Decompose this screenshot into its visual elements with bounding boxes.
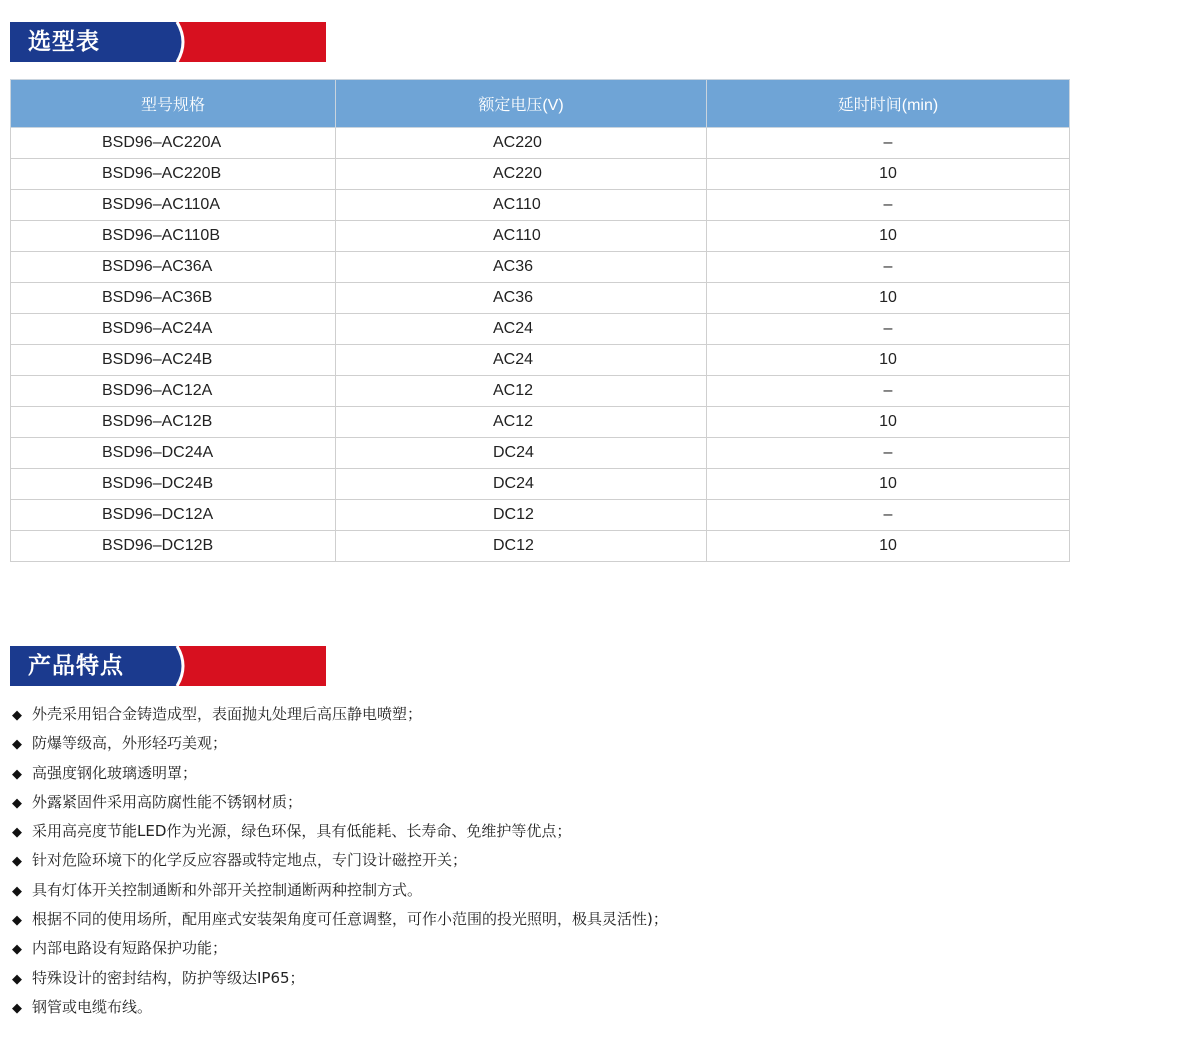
cell-delay: 10: [707, 531, 1070, 562]
cell-delay: 10: [707, 221, 1070, 252]
table-row: [11, 283, 1070, 314]
feature-text: 特殊设计的密封结构，防护等级达IP65；: [32, 968, 305, 987]
diamond-bullet-icon: ◆: [12, 737, 22, 753]
table-row: [11, 500, 1070, 531]
cell-model: BSD96–DC24A: [11, 438, 336, 469]
cell-delay: –: [707, 500, 1070, 531]
feature-text: 防爆等级高，外形轻巧美观；: [32, 734, 228, 753]
table-row: [11, 469, 1070, 500]
cell-voltage: AC24: [336, 314, 707, 345]
list-item: [12, 817, 668, 846]
cell-voltage: AC220: [336, 159, 707, 190]
list-item: [12, 700, 668, 729]
cell-voltage: AC36: [336, 252, 707, 283]
cell-model: BSD96–AC110A: [11, 190, 336, 221]
cell-voltage: AC110: [336, 190, 707, 221]
cell-delay: 10: [707, 407, 1070, 438]
cell-voltage: DC24: [336, 469, 707, 500]
feature-text: 钢管或电缆布线。: [32, 997, 153, 1016]
diamond-bullet-icon: ◆: [12, 795, 22, 811]
table-body: [11, 128, 1070, 562]
diamond-bullet-icon: ◆: [12, 971, 22, 987]
cell-voltage: DC24: [336, 438, 707, 469]
list-item: [12, 964, 668, 993]
cell-delay: 10: [707, 283, 1070, 314]
diamond-bullet-icon: ◆: [12, 766, 22, 782]
list-item: [12, 759, 668, 788]
cell-model: BSD96–AC220A: [11, 128, 336, 159]
cell-delay: 10: [707, 345, 1070, 376]
cell-voltage: AC12: [336, 376, 707, 407]
list-item: [12, 729, 668, 758]
feature-list: [12, 700, 668, 1022]
diamond-bullet-icon: ◆: [12, 913, 22, 929]
list-item: [12, 788, 668, 817]
column-header-voltage: 额定电压(V): [336, 80, 707, 128]
cell-delay: 10: [707, 469, 1070, 500]
cell-model: BSD96–AC24B: [11, 345, 336, 376]
diamond-bullet-icon: ◆: [12, 1000, 22, 1016]
cell-model: BSD96–AC12A: [11, 376, 336, 407]
table-row: [11, 252, 1070, 283]
diamond-bullet-icon: ◆: [12, 883, 22, 899]
table-row: [11, 128, 1070, 159]
cell-model: BSD96–AC24A: [11, 314, 336, 345]
feature-text: 针对危险环境下的化学反应容器或特定地点，专门设计磁控开关；: [32, 851, 468, 870]
table-row: [11, 221, 1070, 252]
cell-delay: –: [707, 190, 1070, 221]
cell-voltage: AC220: [336, 128, 707, 159]
list-item: [12, 934, 668, 963]
cell-delay: –: [707, 314, 1070, 345]
cell-voltage: AC24: [336, 345, 707, 376]
diamond-bullet-icon: ◆: [12, 942, 22, 958]
cell-model: BSD96–AC110B: [11, 221, 336, 252]
table-row: [11, 531, 1070, 562]
feature-text: 外露紧固件采用高防腐性能不锈钢材质；: [32, 792, 303, 811]
feature-text: 具有灯体开关控制通断和外部开关控制通断两种控制方式。: [32, 880, 423, 899]
section-title: 产品特点: [28, 653, 124, 679]
table-row: [11, 407, 1070, 438]
list-item: [12, 846, 668, 875]
cell-voltage: AC12: [336, 407, 707, 438]
diamond-bullet-icon: ◆: [12, 825, 22, 841]
cell-voltage: AC36: [336, 283, 707, 314]
feature-text: 根据不同的使用场所，配用座式安装架角度可任意调整，可作小范围的投光照明，极具灵活性)；: [32, 910, 668, 929]
cell-model: BSD96–AC220B: [11, 159, 336, 190]
diamond-bullet-icon: ◆: [12, 854, 22, 870]
section-header-selection: [10, 22, 326, 62]
table-row: [11, 345, 1070, 376]
cell-model: BSD96–AC36A: [11, 252, 336, 283]
column-header-delay: 延时时间(min): [707, 80, 1070, 128]
cell-delay: –: [707, 376, 1070, 407]
feature-text: 内部电路设有短路保护功能；: [32, 939, 228, 958]
cell-model: BSD96–DC12B: [11, 531, 336, 562]
diamond-bullet-icon: ◆: [12, 708, 22, 723]
table-header-row: [11, 80, 1070, 128]
feature-text: 外壳采用铝合金铸造成型，表面抛丸处理后高压静电喷塑；: [32, 705, 423, 723]
cell-delay: –: [707, 438, 1070, 469]
cell-delay: –: [707, 252, 1070, 283]
cell-model: BSD96–DC24B: [11, 469, 336, 500]
cell-delay: 10: [707, 159, 1070, 190]
feature-text: 高强度钢化玻璃透明罩；: [32, 763, 198, 782]
cell-model: BSD96–DC12A: [11, 500, 336, 531]
cell-delay: –: [707, 128, 1070, 159]
section-title: 选型表: [28, 29, 100, 55]
cell-model: BSD96–AC36B: [11, 283, 336, 314]
selection-table: [10, 79, 1070, 562]
list-item: [12, 876, 668, 905]
table-row: [11, 376, 1070, 407]
cell-model: BSD96–AC12B: [11, 407, 336, 438]
cell-voltage: AC110: [336, 221, 707, 252]
list-item: [12, 905, 668, 934]
list-item: [12, 993, 668, 1022]
table-row: [11, 438, 1070, 469]
cell-voltage: DC12: [336, 531, 707, 562]
section-header-features: [10, 646, 326, 686]
column-header-model: 型号规格: [11, 80, 336, 128]
table-row: [11, 314, 1070, 345]
cell-voltage: DC12: [336, 500, 707, 531]
feature-text: 采用高亮度节能LED作为光源，绿色环保，具有低能耗、长寿命、免维护等优点；: [32, 822, 572, 841]
table-row: [11, 190, 1070, 221]
table-row: [11, 159, 1070, 190]
